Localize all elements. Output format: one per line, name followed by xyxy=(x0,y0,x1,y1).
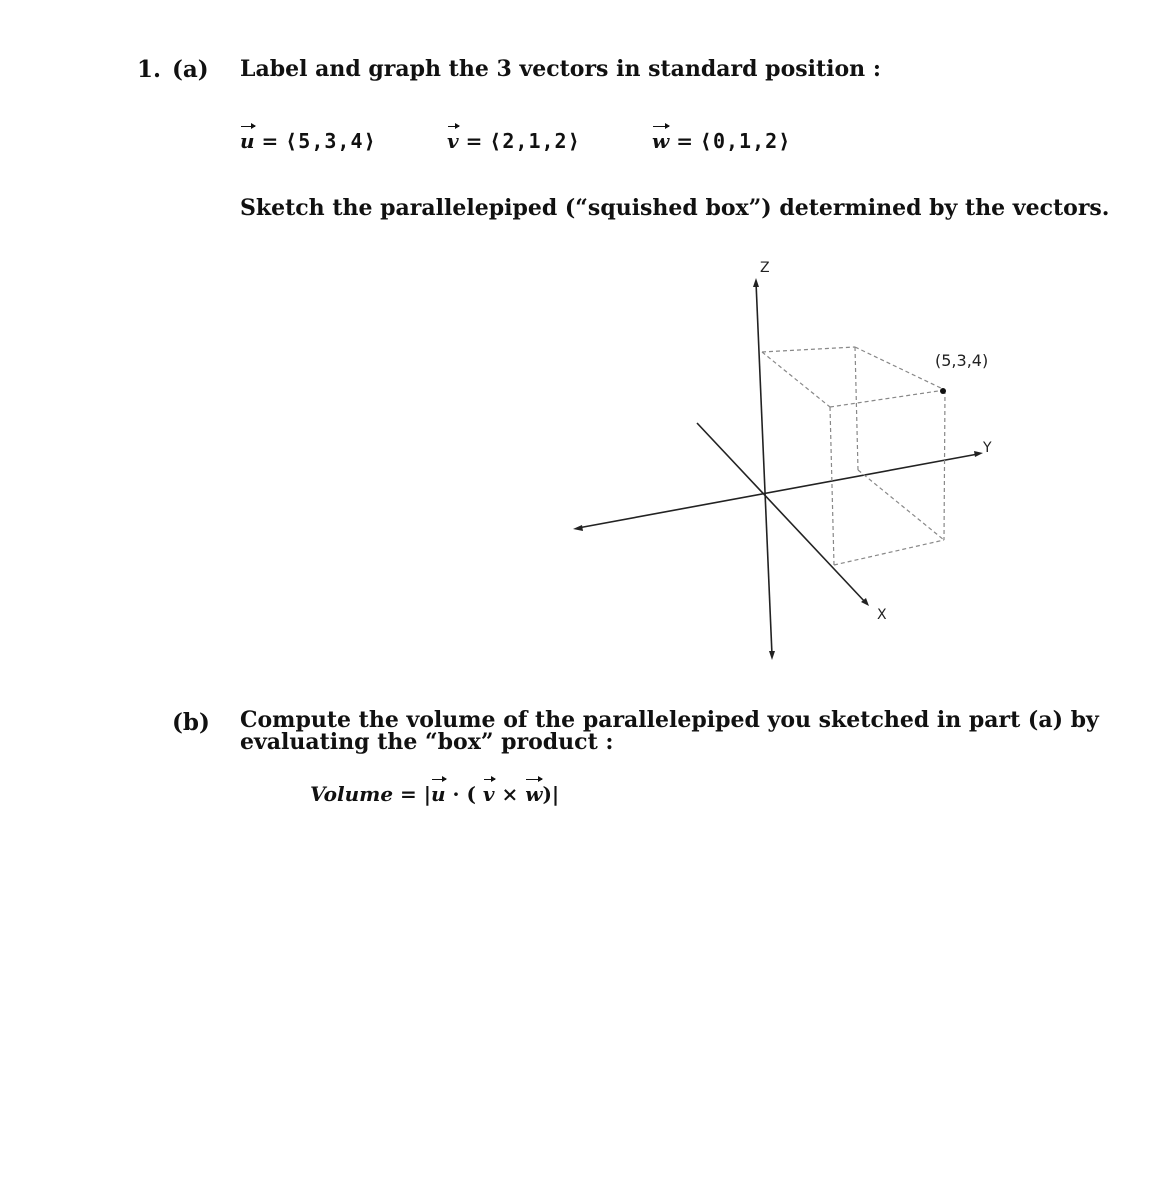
x-axis xyxy=(697,423,866,603)
x-axis-label: X xyxy=(877,607,887,623)
z-axis-arrow-top xyxy=(753,278,759,287)
formula-cross: × xyxy=(501,782,519,806)
vector-u-equals: = xyxy=(261,129,279,153)
guide-box xyxy=(762,347,945,565)
vector-u-symbol: u xyxy=(240,129,255,153)
formula-dot: · xyxy=(452,782,460,806)
formula-close: )| xyxy=(542,782,560,806)
vector-w-symbol: w xyxy=(652,129,670,153)
volume-label: Volume xyxy=(310,782,394,806)
vector-w-equals: = xyxy=(676,129,693,153)
vector-v-symbol: v xyxy=(447,129,459,153)
formula-w: w xyxy=(525,782,543,806)
formula-equals: = xyxy=(400,782,417,806)
vector-w-components: ⟨0,1,2⟩ xyxy=(699,129,792,153)
problem-number: 1. xyxy=(137,56,162,83)
y-axis xyxy=(578,454,978,528)
z-axis xyxy=(756,282,772,655)
formula-paren-open: ( xyxy=(466,782,476,806)
vector-u-components: ⟨5,3,4⟩ xyxy=(285,129,377,153)
vector-v-equals: = xyxy=(465,129,483,153)
part-b-instruction xyxy=(240,709,1099,753)
y-axis-arrow-pos xyxy=(974,451,983,457)
part-b-line1: Compute the volume of the parallelepiped you sketched in part (a) by xyxy=(240,707,1099,733)
part-b-line2: evaluating the “box” product : xyxy=(240,729,614,755)
y-axis-label: Y xyxy=(983,440,992,456)
formula-u: u xyxy=(431,782,446,806)
volume-formula xyxy=(310,782,559,806)
part-b-label: (b) xyxy=(172,709,210,736)
z-axis-arrow-bottom xyxy=(769,651,775,660)
y-axis-arrow-neg xyxy=(573,525,583,531)
sketch-instruction: Sketch the parallelepiped (“squished box”) determined by the vectors. xyxy=(240,195,1110,221)
vector-v-components: ⟨2,1,2⟩ xyxy=(489,129,581,153)
part-a-instruction: Label and graph the 3 vectors in standard position : xyxy=(240,56,881,82)
formula-v: v xyxy=(482,782,495,806)
z-axis-label: Z xyxy=(760,260,770,276)
formula-abs-open: | xyxy=(423,782,432,806)
part-a-label: (a) xyxy=(172,56,209,83)
point-5-3-4 xyxy=(940,388,946,394)
point-label: (5,3,4) xyxy=(935,351,989,370)
